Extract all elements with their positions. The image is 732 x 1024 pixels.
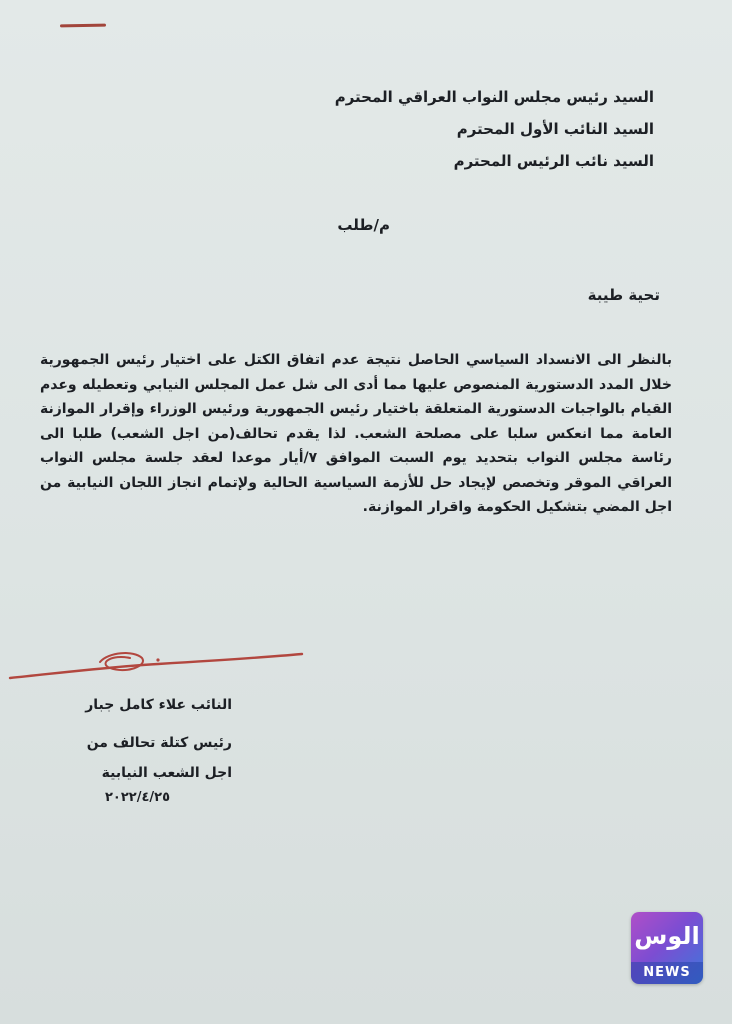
ink-mark bbox=[60, 24, 106, 28]
news-logo bbox=[631, 912, 703, 984]
handwritten-signature bbox=[8, 640, 308, 690]
signatory-title-line1: رئيس كتلة تحالف من bbox=[86, 735, 232, 751]
signature-block bbox=[12, 690, 232, 788]
signatory-title-line2: اجل الشعب النيابية bbox=[101, 765, 232, 781]
letter-date: ٢٠٢٢/٤/٢٥ bbox=[105, 790, 171, 805]
signatory-name: النائب علاء كامل جبار bbox=[85, 697, 232, 713]
letter-greeting: تحية طيبة bbox=[587, 286, 660, 304]
logo-news-label: NEWS bbox=[631, 962, 703, 984]
letter-body: بالنظر الى الانسداد السياسي الحاصل نتيجة عدم اتفاق الكتل على اختيار رئيس الجمهورية خلال المدد الدستورية المنصوص عليها مما أدى الى شل عمل المجلس النيابي وتعطيله وعدم القيام بالواجبات الدستورية المتعلقة باختيار رئيس الجمهورية ورئيس الوزراء وإقرار الموازنة العامة مما انعكس سلبا على مصلحة الشعب. لذا يقدم تحالف(من اجل الشعب) طلبا الى رئاسة مجلس النواب بتحديد يوم السبت الموافق ٧/أيار موعدا لعقد جلسة مجلس النواب العراقي الموقر وتخصص لإيجاد حل للأزمة السياسية الحالية ولإتمام انجاز اللجان النيابية من اجل المضي بتشكيل الحكومة واقرار الموازنة. bbox=[40, 352, 672, 515]
addressee-speaker: السيد رئيس مجلس النواب العراقي المحترم bbox=[334, 88, 654, 106]
letter-subject: م/طلب bbox=[337, 216, 390, 234]
addressee-first-deputy: السيد النائب الأول المحترم bbox=[456, 120, 654, 138]
logo-wordmark: الوس bbox=[634, 922, 700, 950]
addressee-deputy: السيد نائب الرئيس المحترم bbox=[453, 152, 654, 170]
